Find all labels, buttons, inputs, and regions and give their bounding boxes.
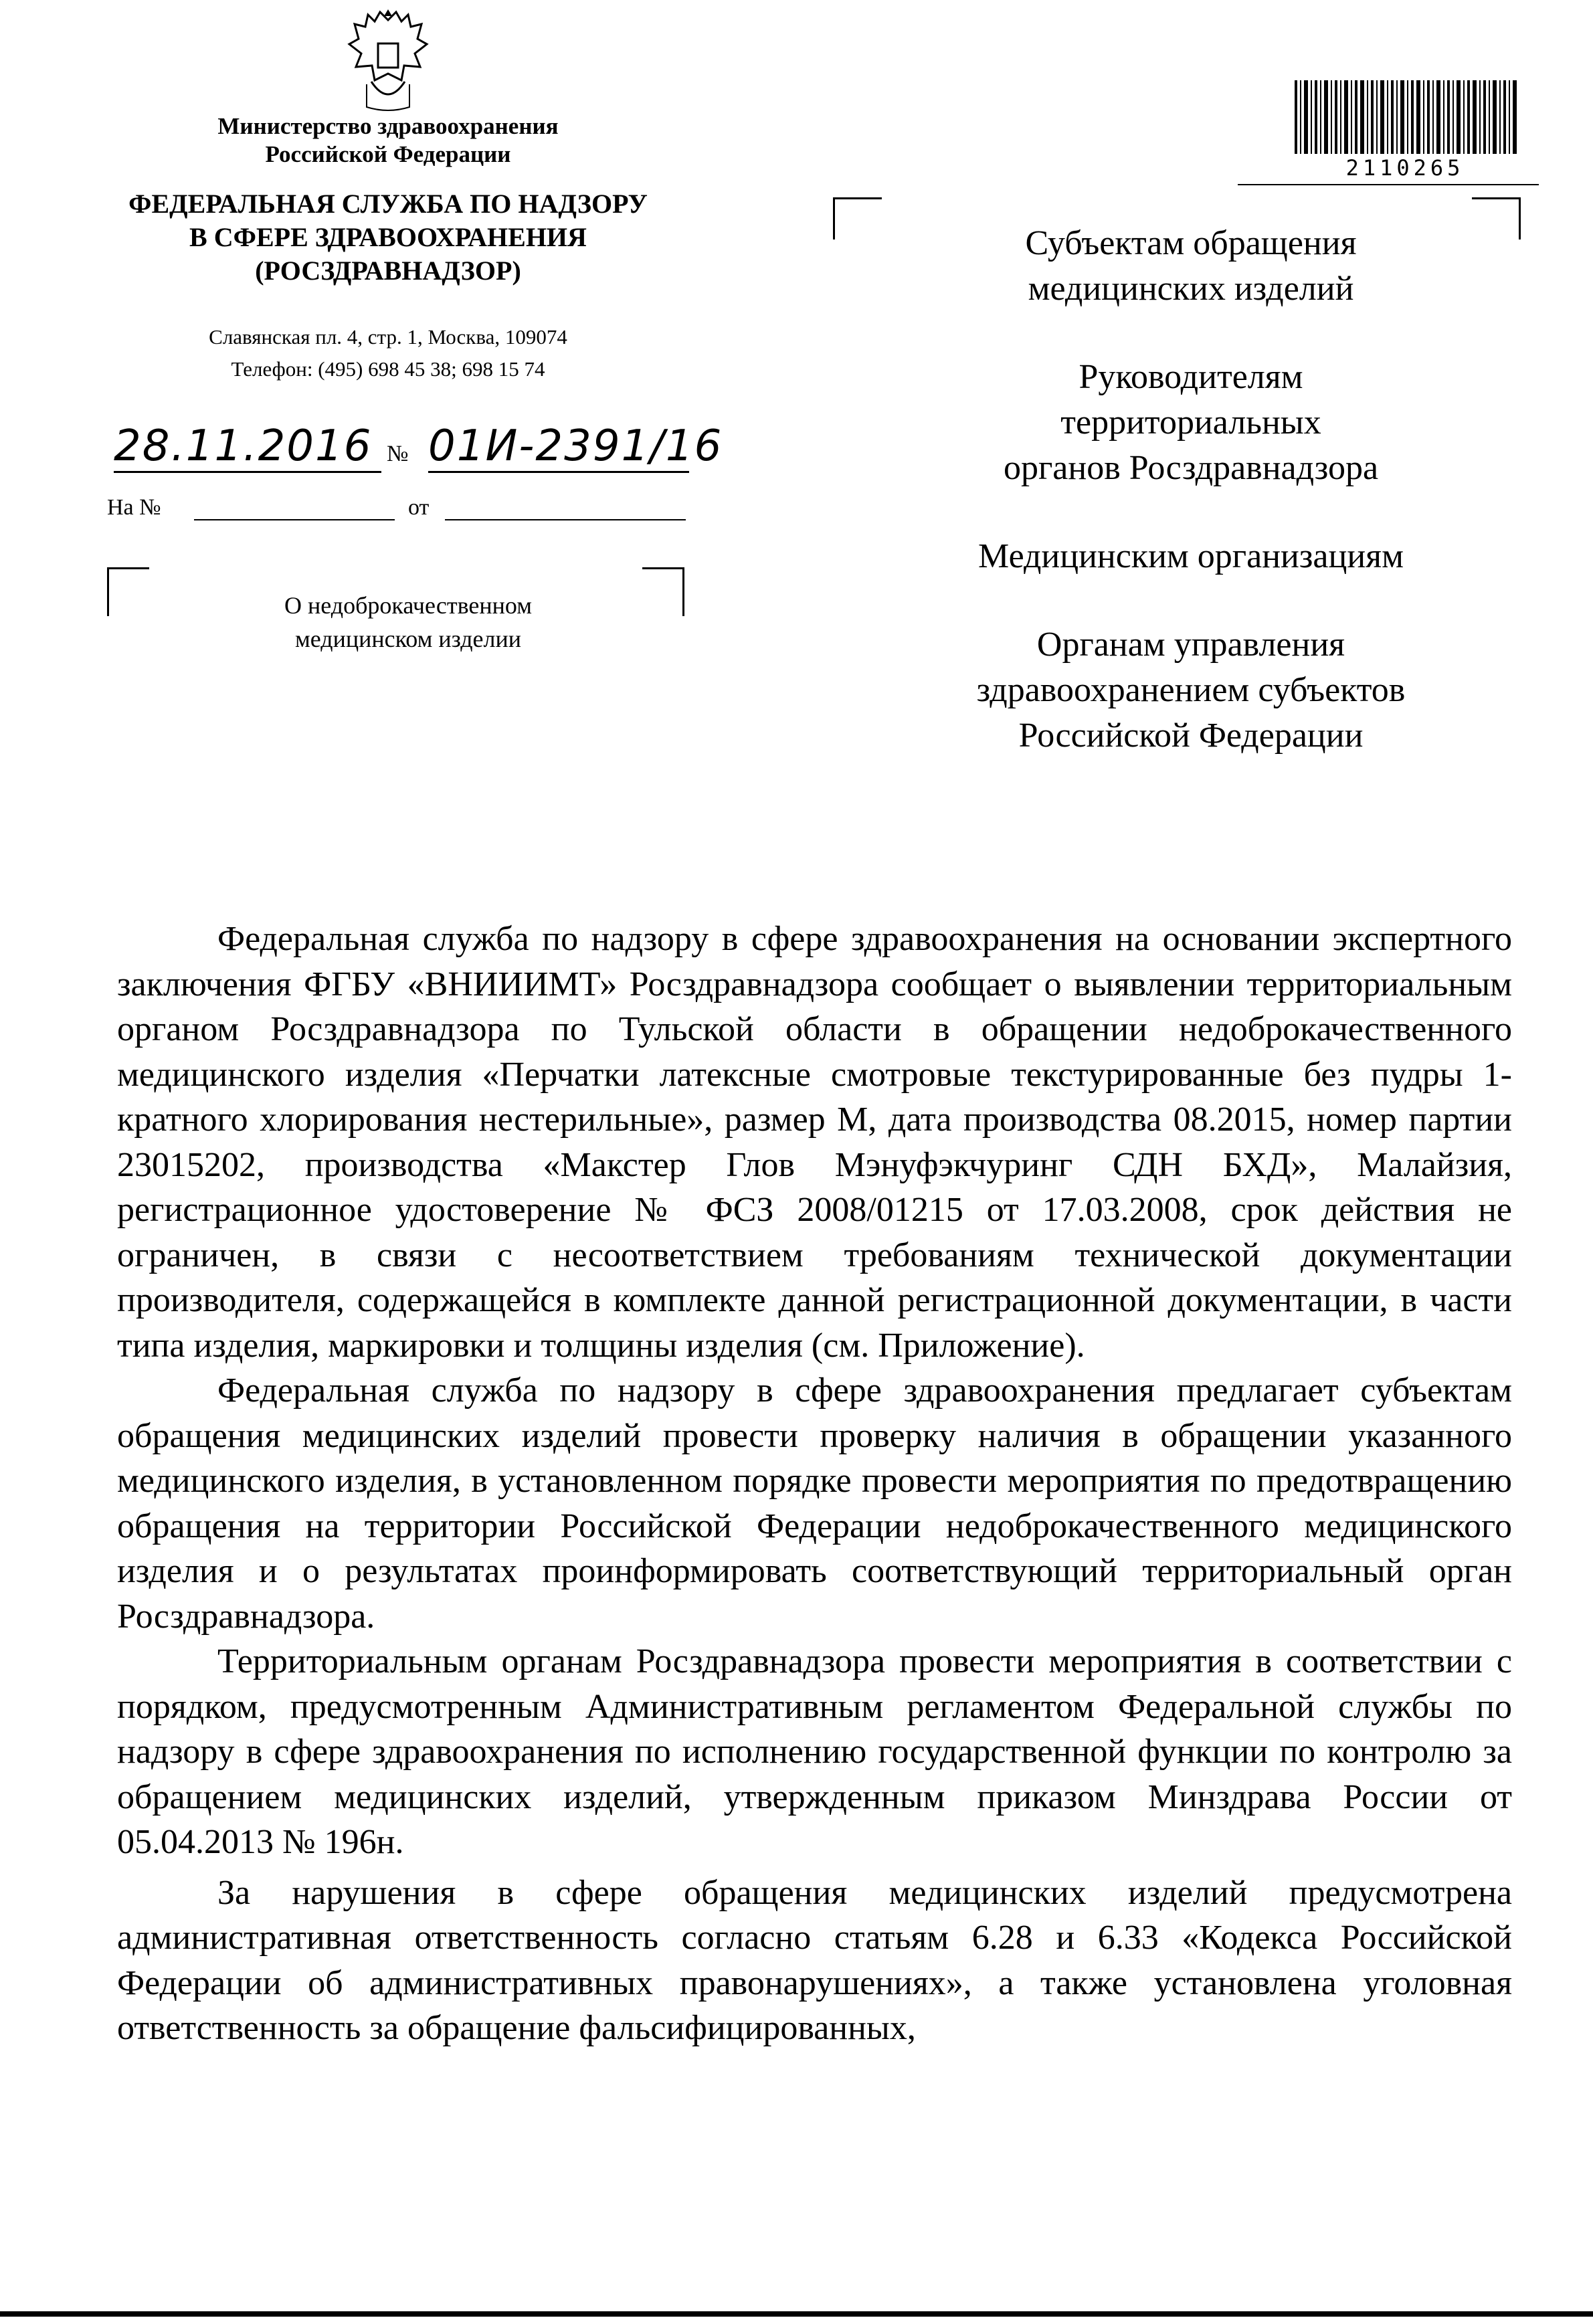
addressee-line: Органам управления (1036, 625, 1345, 664)
agency-line: В СФЕРЕ ЗДРАВООХРАНЕНИЯ (189, 222, 587, 252)
addressee-block (883, 221, 1499, 312)
addressee-line: здравоохранением субъектов (976, 671, 1406, 709)
reply-number-field (194, 495, 395, 520)
reply-number-label: На № (107, 495, 161, 520)
addressee-line: Руководителям (1079, 358, 1303, 396)
barcode-number: 2110265 (1345, 155, 1465, 181)
body-paragraph: За нарушения в сфере обращения медицинских изделий предусмотрена административная ответственность согласно статьям 6.28 и 6.33 «Кодекса Российской Федерации об административных правонарушениях», а также установлена уголовная ответственность за обращение фальсифицированных, (117, 1873, 1512, 2047)
ministry-name (120, 112, 656, 169)
address-line: Славянская пл. 4, стр. 1, Москва, 109074 (209, 325, 567, 349)
addressee-bracket-left (833, 197, 882, 239)
body-paragraph: Территориальным органам Росздравнадзора провести мероприятия в соответствии с порядком, предусмотренным Административным регламентом Федеральной службы по надзору в сфере здравоохранения по исполнению государственной функции по контролю за обращением медицинских изделий, утвержденным приказом Минздрава России от 05.04.2013 № 196н. (117, 1642, 1512, 1861)
body-paragraph: Федеральная служба по надзору в сфере здравоохранения предлагает субъектам обращения медицинских изделий провести проверку наличия в обращении указанного медицинского изделия, в установленном порядке провести мероприятия по предотвращению обращения на территории Российской Федерации недоброкачественного медицинского изделия и о результатах проинформировать соответствующий территориальный орган Росздравнадзора. (117, 1371, 1512, 1636)
subject-bracket-left (107, 567, 149, 616)
registration-number: 01И-2391/16 (428, 421, 689, 473)
addressee-block (883, 534, 1499, 579)
address-line: Телефон: (495) 698 45 38; 698 15 74 (231, 357, 545, 381)
addressee-block (883, 622, 1499, 759)
page-bottom-rule (0, 2311, 1593, 2317)
reply-date-field (445, 495, 686, 520)
addressees-list (883, 221, 1499, 801)
ministry-line: Российской Федерации (265, 141, 511, 167)
subject-text: медицинском изделии (294, 625, 522, 652)
addressee-line: территориальных (1060, 403, 1321, 442)
barcode-icon (1295, 80, 1522, 161)
agency-address (120, 321, 656, 385)
reply-from-label: от (408, 495, 430, 520)
barcode-divider (1238, 184, 1539, 185)
addressee-line: Российской Федерации (1018, 716, 1364, 755)
addressee-line: органов Росздравнадзора (1003, 449, 1379, 487)
addressee-line: медицинских изделий (1028, 270, 1354, 308)
agency-line: ФЕДЕРАЛЬНАЯ СЛУЖБА ПО НАДЗОРУ (128, 189, 648, 219)
addressee-block (883, 355, 1499, 491)
addressee-line: Медицинским организациям (978, 537, 1404, 575)
agency-name (80, 187, 696, 288)
body-paragraph: Федеральная служба по надзору в сфере здравоохранения на основании экспертного заключения ФГБУ «ВНИИИМТ» Росздравнадзора сообщает о выявлении территориальным органом Росздравнадзора по Тульской области в обращении недоброкачественного медицинского изделия «Перчатки латексные смотровые текстурированные без пудры 1-кратного хлорирования нестерильные», размер М, дата производства 08.2015, номер партии 23015202, производства «Макстер Глов Мэнуфэкчуринг СДН БХД», Малайзия, регистрационное удостоверение № ФСЗ 2008/01215 от 17.03.2008, срок действия не ограничен, в связи с несоответствием требованиям технической документации производителя, содержащейся в комплекте данной регистрационной документации, в части типа изделия, маркировки и толщины изделия (см. Приложение). (117, 920, 1512, 1365)
addressee-line: Субъектам обращения (1025, 224, 1357, 262)
subject-line (201, 589, 616, 656)
agency-line: (РОСЗДРАВНАДЗОР) (255, 256, 521, 286)
reply-reference-line (107, 495, 696, 528)
ministry-line: Министерство здравоохранения (217, 113, 559, 139)
registration-date: 28.11.2016 (114, 421, 381, 473)
subject-text: О недоброкачественном (284, 592, 532, 619)
registration-line (107, 421, 723, 482)
subject-bracket-right (642, 567, 684, 616)
coat-of-arms-emblem-icon (341, 7, 435, 114)
letter-body (117, 916, 1512, 2051)
number-sign: № (387, 442, 409, 466)
